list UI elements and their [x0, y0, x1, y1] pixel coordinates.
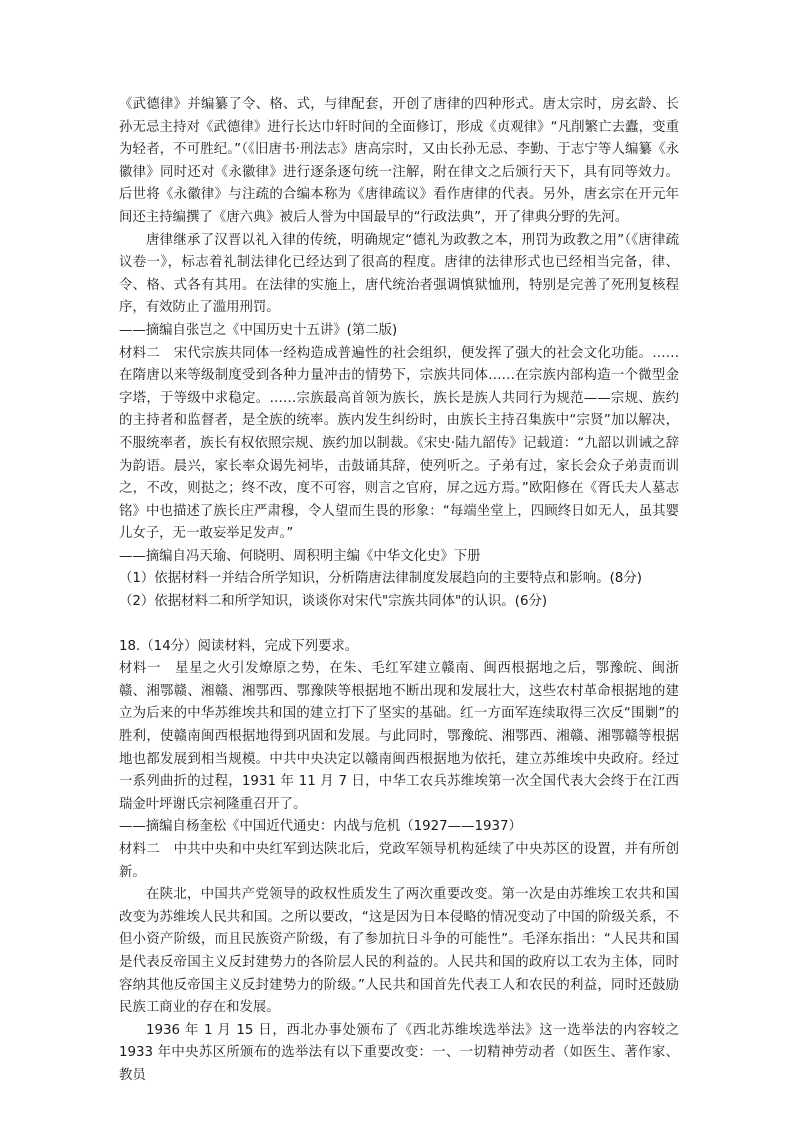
question-18-heading: 18.（14分）阅读材料，完成下列要求。 — [119, 638, 359, 654]
material-two-song-clan: 材料二 宋代宗族共同体一经构造成普遍性的社会组织，便发挥了强大的社会文化功能。……在隋唐以来等级制度受到各种力量冲击的情势下，宗族共同体……在宗族内部构造一个微型金字塔，于等级中求稳定。……宗族最高首领为族长，族长是族人共同行为规范——宗规、族约的主持者和监督者，是全族的统率。族内发生纠纷时，由族长主持召集族中“宗贤”加以解决，不服统率者，族长有权依照宗规、族约加以制裁。《宋史·陆九韶传》记载道：“九韶以训诫之辞为韵语。晨兴，家长率众谒先祠毕，击鼓诵其辞，使列听之。子弟有过，家长会众子弟责而训之，不改，则挞之；终不改，度不可容，则言之官府，屏之远方焉。”欧阳修在《胥氏夫人墓志铭》中也描述了族长庄严肃穆，令人望而生畏的形象：“每端坐堂上，四顾终日如无人，虽其婴儿女子，无一敢妄举足发声。” — [119, 345, 679, 542]
source-citation-3: ——摘编自杨奎松《中国近代通史：内战与危机（1927——1937） — [119, 819, 522, 835]
material-one-base-areas: 材料一 星星之火引发燎原之势，在朱、毛红军建立赣南、闽西根据地之后，鄂豫皖、闽浙赣、湘鄂赣、湘赣、湘鄂西、鄂豫陕等根据地不断出现和发展壮大，这些农村革命根据地的建立为后来的中华苏维埃共和国的建立打下了坚实的基础。红一方面军连续取得三次反“围剿”的胜利，使赣南闽西根据地得到巩固和发展。与此同时，鄂豫皖、湘鄂西、湘赣、湘鄂赣等根据地也都发展到相当规模。中共中央决定以赣南闽西根据地为依托，建立苏维埃中央政府。经过一系列曲折的过程，1931 年 11 月 7 日，中华工农兵苏维埃第一次全国代表大会终于在江西瑞金叶坪谢氏宗祠隆重召开了。 — [119, 661, 679, 812]
source-citation-1: ——摘编自张岂之《中国历史十五讲》(第二版) — [119, 322, 398, 338]
section-gap — [119, 614, 679, 636]
paragraph-tang-law-features: 唐律继承了汉晋以礼入律的传统，明确规定“德礼为政教之本，刑罚为政教之用”（《唐律疏议卷一》，标志着礼制法律化已经达到了很高的程度。唐律的法律形式也已经相当完备，律、令、格、式各有其用。在法律的实施上，唐代统治者强调慎狱恤刑，特别是完善了死刑复核程序，有效防止了滥用刑罚。 — [119, 232, 679, 316]
paragraph-election-law: 1936 年 1 月 15 日，西北办事处颁布了《西北苏维埃选举法》这一选举法的内容较之 1933 年中央苏区所颁布的选举法有以下重要改变：一、一切精神劳动者（如医生、著作家、教员 — [119, 1022, 679, 1083]
question-1: （1）依据材料一并结合所学知识，分析隋唐法律制度发展趋向的主要特点和影响。(8分) — [119, 571, 642, 587]
question-2: （2）依据材料二和所学知识，谈谈你对宋代"宗族共同体"的认识。(6分) — [119, 594, 548, 610]
document-page — [119, 94, 679, 1088]
paragraph-regime-change: 在陕北，中国共产党领导的政权性质发生了两次重要改变。第一次是由苏维埃工农共和国改变为苏维埃人民共和国。之所以要改，“这是因为日本侵略的情况变动了中国的阶级关系，不但小资产阶级，而且民族资产阶级，有了参加抗日斗争的可能性”。毛泽东指出：“人民共和国是代表反帝国主义反封建势力的各阶层人民的利益的。人民共和国的政府以工农为主体，同时容纳其他反帝国主义反封建势力的阶级。”人民共和国首先代表工人和农民的利益，同时还鼓励民族工商业的存在和发展。 — [119, 887, 679, 1016]
source-citation-2: ——摘编自冯天瑜、何晓明、周积明主编《中华文化史》下册 — [119, 548, 481, 564]
material-two-shaanbei: 材料二 中共中央和中央红军到达陕北后，党政军领导机构延续了中央苏区的设置，并有所创新。 — [119, 842, 679, 880]
paragraph-tang-code-history: 《武德律》并编纂了令、格、式，与律配套，开创了唐律的四种形式。唐太宗时，房玄龄、长孙无忌主持对《武德律》进行长达巾轩时间的全面修订，形成《贞观律》“凡削繁亡去蠹，变重为轻者，不可胜纪。”（《旧唐书·刑法志》唐高宗时，又由长孙无忌、李勤、于志宁等人编纂《永徽律》同时还对《永徽律》进行逐条逐句统一注解，附在律文之后颁行天下，具有同等效力。后世将《永徽律》与注疏的合编本称为《唐律疏议》看作唐律的代表。另外，唐玄宗在开元年间还主持编撰了《唐六典》被后人誉为中国最早的“行政法典”，开了律典分野的先河。 — [119, 97, 679, 225]
